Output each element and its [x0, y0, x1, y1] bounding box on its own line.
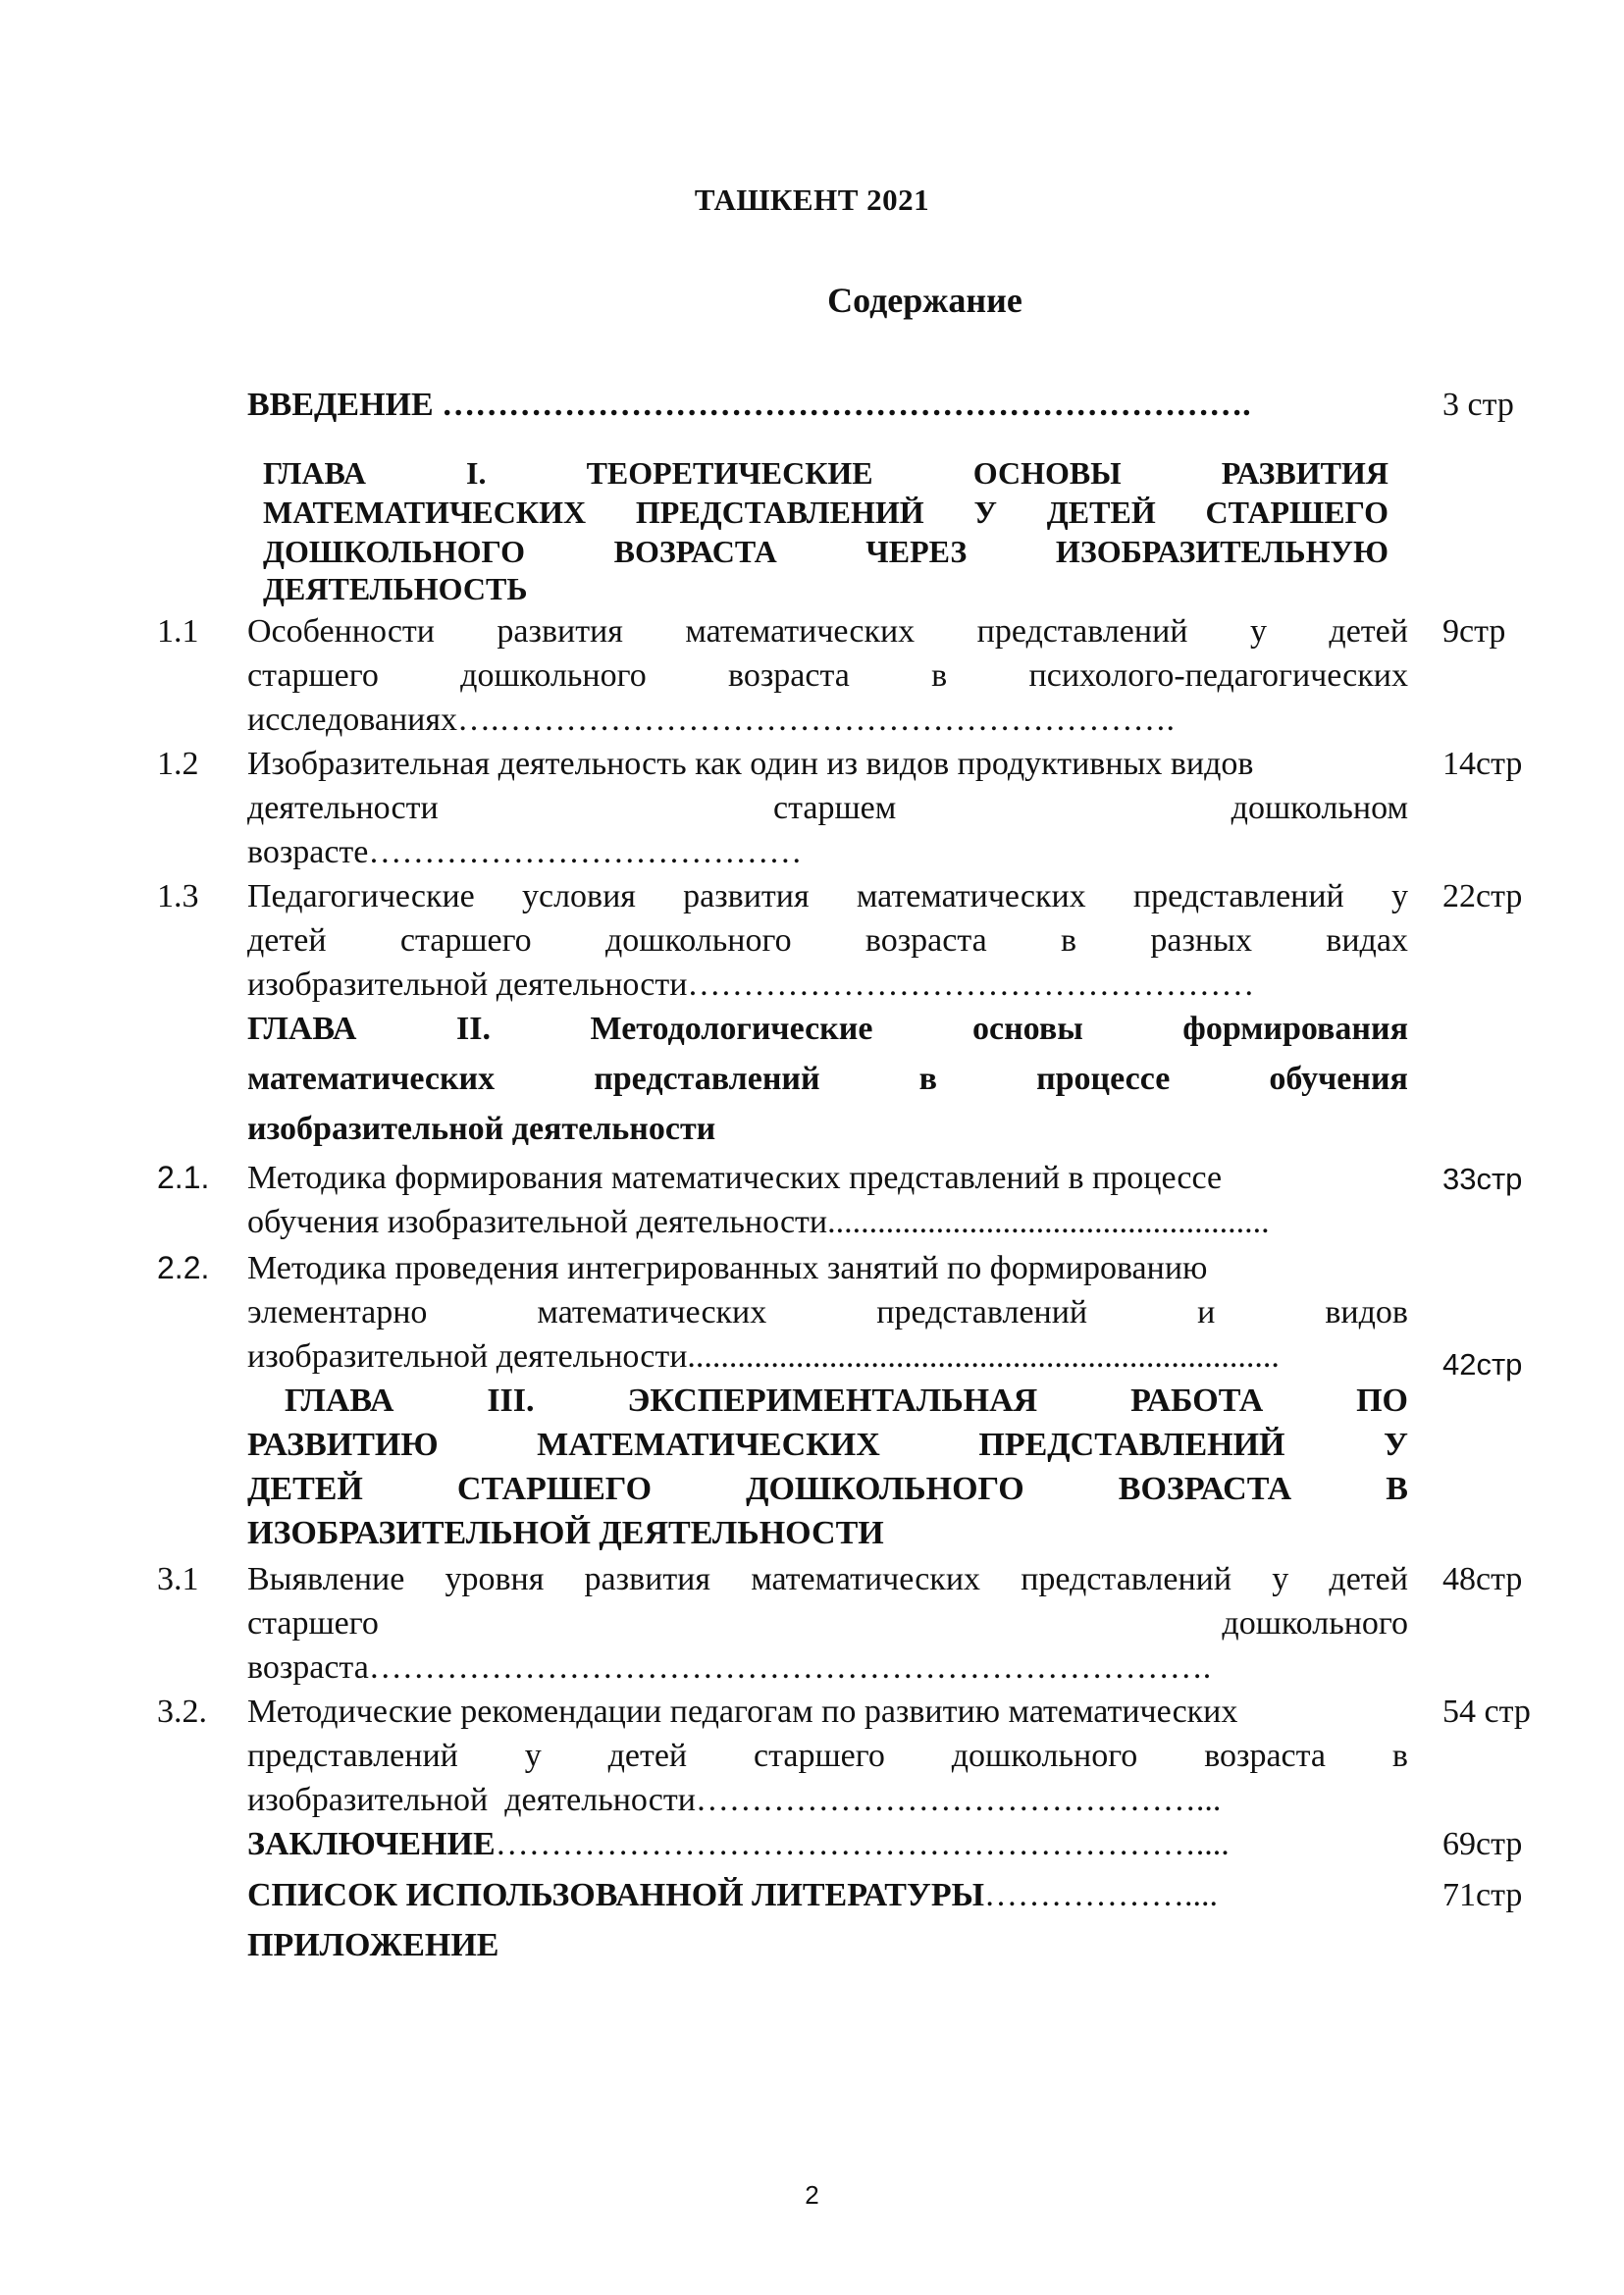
section-2-1-line2: обучения изобразительной деятельности..................................................... — [247, 1204, 1270, 1240]
section-1-2-line2: деятельности старшем дошкольном — [247, 790, 1408, 826]
toc-appendix: ПРИЛОЖЕНИЕ — [247, 1927, 499, 1963]
section-3-2-number: 3.2. — [157, 1694, 207, 1730]
section-1-1-number: 1.1 — [157, 613, 199, 650]
section-2-2-page: 42стр — [1442, 1347, 1523, 1382]
chapter2-title-line1: ГЛАВА II. Методологические основы формирования — [247, 1011, 1408, 1047]
section-2-2-line1: Методика проведения интегрированных занятий по формированию — [247, 1250, 1208, 1286]
section-2-1-line1: Методика формирования математических представлений в процессе — [247, 1160, 1223, 1196]
city-year-heading: ТАШКЕНТ 2021 — [694, 183, 930, 217]
chapter2-title-line2: математических представлений в процессе обучения — [247, 1061, 1408, 1097]
section-1-3-line2: детей старшего дошкольного возраста в разных видах — [247, 922, 1408, 959]
section-2-2-line3: изобразительной деятельности....................................................................... — [247, 1338, 1280, 1375]
chapter1-title-line1: ГЛАВА I. ТЕОРЕТИЧЕСКИЕ ОСНОВЫ РАЗВИТИЯ — [263, 455, 1388, 491]
chapter1-title-line4: ДЕЯТЕЛЬНОСТЬ — [263, 571, 528, 606]
section-1-1-page: 9стр — [1442, 613, 1506, 650]
section-3-2-line3: изобразительной деятельности………………………………………... — [247, 1782, 1222, 1818]
section-3-1-page: 48стр — [1442, 1561, 1523, 1597]
chapter3-title-line2: РАЗВИТИЮ МАТЕМАТИЧЕСКИХ ПРЕДСТАВЛЕНИЙ У — [247, 1427, 1408, 1463]
section-3-1-number: 3.1 — [157, 1561, 199, 1597]
section-1-2-page: 14стр — [1442, 746, 1523, 782]
section-1-2-number: 1.2 — [157, 746, 199, 782]
section-3-2-line1: Методические рекомендации педагогам по развитию математических — [247, 1694, 1238, 1730]
contents-title: Содержание — [827, 281, 1022, 320]
section-1-3-line3: изобразительной деятельности…………………………………………… — [247, 966, 1255, 1003]
toc-intro-page: 3 стр — [1442, 387, 1514, 423]
section-1-2-line1: Изобразительная деятельность как один из видов продуктивных видов — [247, 746, 1254, 782]
chapter3-title-line3: ДЕТЕЙ СТАРШЕГО ДОШКОЛЬНОГО ВОЗРАСТА В — [247, 1471, 1408, 1507]
section-2-2-number: 2.2. — [157, 1250, 210, 1285]
toc-references-label: СПИСОК ИСПОЛЬЗОВАННОЙ ЛИТЕРАТУРЫ — [247, 1877, 984, 1913]
section-1-1-line1: Особенности развития математических представлений у детей — [247, 613, 1408, 650]
section-2-2-line2: элементарно математических представлений и видов — [247, 1294, 1408, 1330]
section-1-1-line2: старшего дошкольного возраста в психолого-педагогических — [247, 657, 1408, 694]
toc-references-dots: ……………….... — [984, 1877, 1218, 1913]
chapter1-title-line2: МАТЕМАТИЧЕСКИХ ПРЕДСТАВЛЕНИЙ У ДЕТЕЙ СТАРШЕГО — [263, 495, 1388, 530]
section-3-2-line2: представлений у детей старшего дошкольного возраста в — [247, 1738, 1408, 1774]
section-3-1-line2: старшего дошкольного — [247, 1605, 1408, 1642]
section-1-2-line3: возрасте………………………………… — [247, 834, 803, 870]
section-1-3-number: 1.3 — [157, 878, 199, 914]
section-3-1-line3: возраста…………………………………………………………………. — [247, 1649, 1212, 1686]
section-3-2-page: 54 стр — [1442, 1694, 1531, 1730]
section-1-3-page: 22стр — [1442, 878, 1523, 914]
toc-conclusion — [247, 1828, 1230, 1861]
chapter2-title-line3: изобразительной деятельности — [247, 1111, 716, 1147]
toc-references — [247, 1879, 1218, 1912]
section-1-1-line3: исследованиях….……………………………………………………. — [247, 702, 1176, 738]
toc-conclusion-dots: ……………………………………………………….... — [495, 1826, 1230, 1862]
chapter1-title-line3: ДОШКОЛЬНОГО ВОЗРАСТА ЧЕРЕЗ ИЗОБРАЗИТЕЛЬНУЮ — [263, 534, 1388, 569]
toc-conclusion-label: ЗАКЛЮЧЕНИЕ — [247, 1826, 496, 1862]
page-number: 2 — [805, 2180, 819, 2210]
toc-intro-label: ВВЕДЕНИЕ ………………………………………………………………. — [247, 387, 1251, 423]
chapter3-title-line1: ГЛАВА III. ЭКСПЕРИМЕНТАЛЬНАЯ РАБОТА ПО — [285, 1382, 1408, 1419]
chapter3-title-line4: ИЗОБРАЗИТЕЛЬНОЙ ДЕЯТЕЛЬНОСТИ — [247, 1515, 884, 1551]
section-3-1-line1: Выявление уровня развития математических представлений у детей — [247, 1561, 1408, 1597]
section-2-1-page: 33стр — [1442, 1162, 1523, 1196]
toc-references-page: 71стр — [1442, 1877, 1523, 1913]
section-2-1-number: 2.1. — [157, 1160, 210, 1195]
toc-conclusion-page: 69стр — [1442, 1826, 1523, 1862]
section-1-3-line1: Педагогические условия развития математических представлений у — [247, 878, 1408, 914]
